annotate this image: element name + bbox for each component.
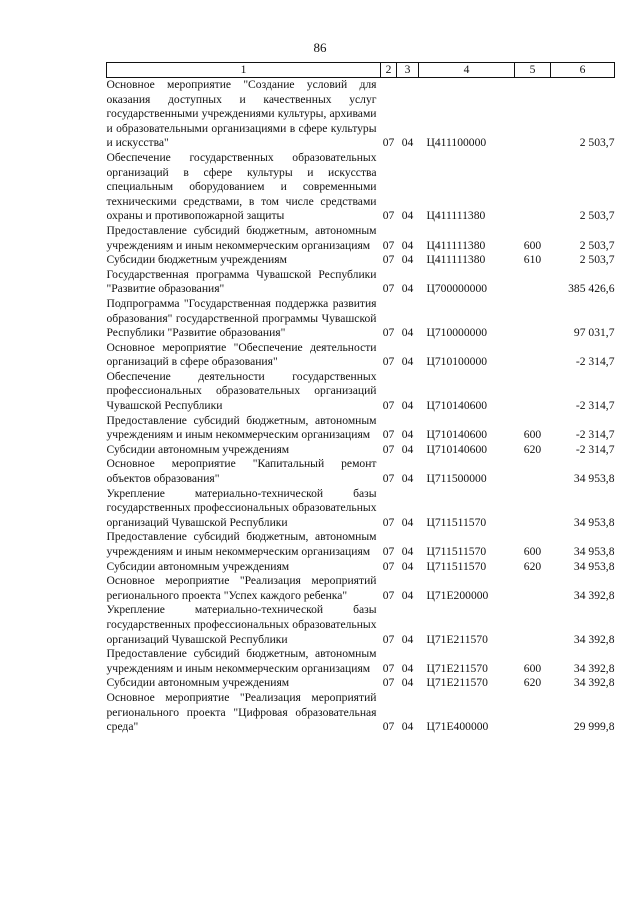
row-code-section: 07: [382, 588, 395, 602]
row-code-subsection: 04: [401, 282, 414, 296]
row-code-subsection: 04: [401, 661, 414, 675]
table-row: [107, 691, 615, 735]
row-expense-type: 600: [523, 428, 542, 442]
row-code-subsection: 04: [401, 428, 414, 442]
table-row: [107, 647, 615, 676]
row-code-section: 07: [382, 676, 395, 690]
table-row: [107, 151, 615, 224]
row-name: Подпрограмма "Государственная поддержка развития образования" государственной программы Чувашской Республики "Развитие образования": [106, 296, 377, 340]
table-row: [107, 297, 615, 341]
row-expense-type: [515, 297, 551, 341]
table-row: [107, 603, 615, 647]
table-row: [107, 574, 615, 603]
row-name: Основное мероприятие "Создание условий для оказания доступных и качественных услуг государственными учреждениями культуры, архивами и образовательными организациями в сфере культуры и искусства": [106, 78, 377, 150]
row-amount: 2 503,7: [579, 238, 615, 252]
header-col-5: 5: [515, 63, 551, 78]
row-amount: 2 503,7: [579, 136, 615, 150]
table-body: [107, 78, 615, 735]
row-code-section: 07: [382, 720, 395, 734]
table-row: [107, 530, 615, 559]
row-code-subsection: 04: [401, 472, 414, 486]
row-code-section: 07: [382, 355, 395, 369]
row-target-code: Ц710140600: [426, 399, 488, 413]
table-row: [107, 414, 615, 443]
row-amount: 34 392,8: [573, 676, 615, 690]
row-code-subsection: 04: [401, 545, 414, 558]
row-expense-type: [515, 487, 551, 531]
row-expense-type: [515, 341, 551, 370]
row-target-code: Ц71E400000: [426, 720, 489, 734]
row-target-code: Ц71E211570: [426, 676, 488, 690]
row-code-subsection: 04: [401, 136, 414, 150]
row-code-section: 07: [382, 238, 395, 252]
row-name: Основное мероприятие "Реализация мероприятий регионального проекта "Успех каждого ребенка": [106, 574, 377, 602]
row-code-subsection: 04: [401, 632, 414, 646]
header-col-4: 4: [419, 63, 515, 78]
row-amount: 34 392,8: [573, 632, 615, 646]
row-name: Обеспечение деятельности государственных профессиональных образовательных организаций Чувашской Республики: [106, 369, 377, 413]
row-target-code: Ц710140600: [426, 442, 488, 456]
row-code-subsection: 04: [401, 588, 414, 602]
row-amount: 29 999,8: [573, 720, 615, 734]
row-amount: 385 426,6: [568, 282, 615, 296]
row-target-code: Ц711511570: [426, 515, 487, 529]
row-name: Предоставление субсидий бюджетным, автономным учреждениям и иным некоммерческим организациям: [106, 530, 377, 558]
row-target-code: Ц711511570: [426, 559, 487, 573]
row-code-section: 07: [382, 442, 395, 456]
row-amount: 34 953,8: [573, 472, 615, 486]
table-row: [107, 253, 615, 268]
header-row: [107, 63, 615, 78]
table-row: [107, 370, 615, 414]
row-amount: -2 314,7: [575, 428, 615, 442]
row-target-code: Ц71E211570: [426, 661, 488, 675]
row-target-code: Ц711511570: [426, 545, 487, 558]
row-amount: 2 503,7: [579, 253, 615, 267]
table-row: [107, 457, 615, 486]
row-code-section: 07: [382, 253, 395, 267]
row-code-subsection: 04: [401, 399, 414, 413]
header-col-3: 3: [397, 63, 419, 78]
table-row: [107, 268, 615, 297]
row-name: Укрепление материально-технической базы государственных профессиональных образовательных организаций Чувашской Республики: [106, 603, 377, 646]
row-code-section: 07: [382, 661, 395, 675]
row-code-section: 07: [382, 282, 395, 296]
row-target-code: Ц411100000: [426, 136, 487, 150]
table-header: [107, 63, 615, 78]
row-expense-type: [515, 574, 551, 603]
row-amount: -2 314,7: [575, 442, 615, 456]
row-name: Субсидии автономным учреждениям: [106, 559, 290, 573]
row-code-section: 07: [382, 515, 395, 529]
row-code-subsection: 04: [401, 515, 414, 529]
row-target-code: Ц71E200000: [426, 588, 489, 602]
row-target-code: Ц71E211570: [426, 632, 488, 646]
row-code-subsection: 04: [401, 326, 414, 340]
row-expense-type: 620: [523, 442, 542, 456]
budget-table: [106, 62, 615, 735]
row-name: Основное мероприятие "Капитальный ремонт объектов образования": [106, 457, 377, 486]
row-amount: 34 392,8: [573, 661, 615, 675]
table-row: [107, 487, 615, 531]
row-target-code: Ц700000000: [426, 282, 488, 296]
row-expense-type: [515, 457, 551, 486]
row-expense-type: [515, 603, 551, 647]
row-amount: 97 031,7: [573, 326, 615, 340]
row-code-subsection: 04: [401, 209, 414, 223]
row-expense-type: 610: [523, 253, 542, 267]
row-amount: 2 503,7: [579, 209, 615, 223]
row-amount: 34 953,8: [573, 559, 615, 573]
header-col-2: 2: [381, 63, 397, 78]
row-name: Основное мероприятие "Обеспечение деятельности организаций в сфере образования": [106, 340, 377, 369]
row-amount: 34 392,8: [573, 588, 615, 602]
row-amount: 34 953,8: [573, 515, 615, 529]
table-row: [107, 676, 615, 691]
row-expense-type: [515, 268, 551, 297]
row-target-code: Ц710100000: [426, 355, 488, 369]
row-code-subsection: 04: [401, 355, 414, 369]
row-expense-type: 600: [523, 238, 542, 252]
row-amount: -2 314,7: [575, 355, 615, 369]
row-target-code: Ц411111380: [426, 209, 486, 223]
row-name: Обеспечение государственных образовательных организаций в сфере культуры и искусства специальным оборудованием и современными техническими средствами, в том числе средствами охраны и противопожарной защиты: [106, 150, 377, 223]
table-row: [107, 224, 615, 253]
row-expense-type: [515, 151, 551, 224]
row-expense-type: [515, 78, 551, 151]
row-name: Предоставление субсидий бюджетным, автономным учреждениям и иным некоммерческим организациям: [106, 413, 377, 442]
row-expense-type: 600: [523, 661, 542, 675]
row-name: Субсидии автономным учреждениям: [106, 676, 290, 690]
row-name: Государственная программа Чувашской Республики "Развитие образования": [106, 267, 377, 296]
row-name: Предоставление субсидий бюджетным, автономным учреждениям и иным некоммерческим организациям: [106, 223, 377, 252]
row-code-section: 07: [382, 545, 395, 558]
row-expense-type: 620: [523, 559, 542, 573]
table-row: [107, 341, 615, 370]
row-name: Предоставление субсидий бюджетным, автономным учреждениям и иным некоммерческим организациям: [106, 647, 377, 675]
row-code-section: 07: [382, 632, 395, 646]
table-row: [107, 443, 615, 458]
row-code-subsection: 04: [401, 676, 414, 690]
row-expense-type: 620: [523, 676, 542, 690]
row-amount: -2 314,7: [575, 399, 615, 413]
row-code-section: 07: [382, 472, 395, 486]
row-expense-type: [515, 691, 551, 735]
row-code-subsection: 04: [401, 238, 414, 252]
row-code-section: 07: [382, 326, 395, 340]
row-target-code: Ц710140600: [426, 428, 488, 442]
row-name: Укрепление материально-технической базы государственных профессиональных образовательных организаций Чувашской Республики: [106, 486, 377, 529]
table-row: [107, 560, 615, 575]
row-code-section: 07: [382, 559, 395, 573]
row-amount: 34 953,8: [573, 545, 615, 558]
row-code-subsection: 04: [401, 442, 414, 456]
row-code-section: 07: [382, 209, 395, 223]
row-target-code: Ц710000000: [426, 326, 488, 340]
row-code-subsection: 04: [401, 559, 414, 573]
row-code-section: 07: [382, 136, 395, 150]
row-expense-type: [515, 370, 551, 414]
header-col-6: 6: [551, 63, 615, 78]
row-name: Субсидии бюджетным учреждениям: [106, 253, 287, 267]
row-code-subsection: 04: [401, 720, 414, 734]
row-expense-type: 600: [523, 545, 542, 558]
table-row: [107, 78, 615, 151]
row-code-section: 07: [382, 399, 395, 413]
row-code-section: 07: [382, 428, 395, 442]
page-number: 86: [313, 40, 327, 55]
row-name: Основное мероприятие "Реализация мероприятий регионального проекта "Цифровая образовательная среда": [106, 690, 377, 734]
header-col-1: 1: [107, 63, 381, 78]
row-code-subsection: 04: [401, 253, 414, 267]
row-target-code: Ц411111380: [426, 253, 486, 267]
row-target-code: Ц411111380: [426, 238, 486, 252]
row-target-code: Ц711500000: [426, 472, 487, 486]
row-name: Субсидии автономным учреждениям: [106, 442, 290, 456]
